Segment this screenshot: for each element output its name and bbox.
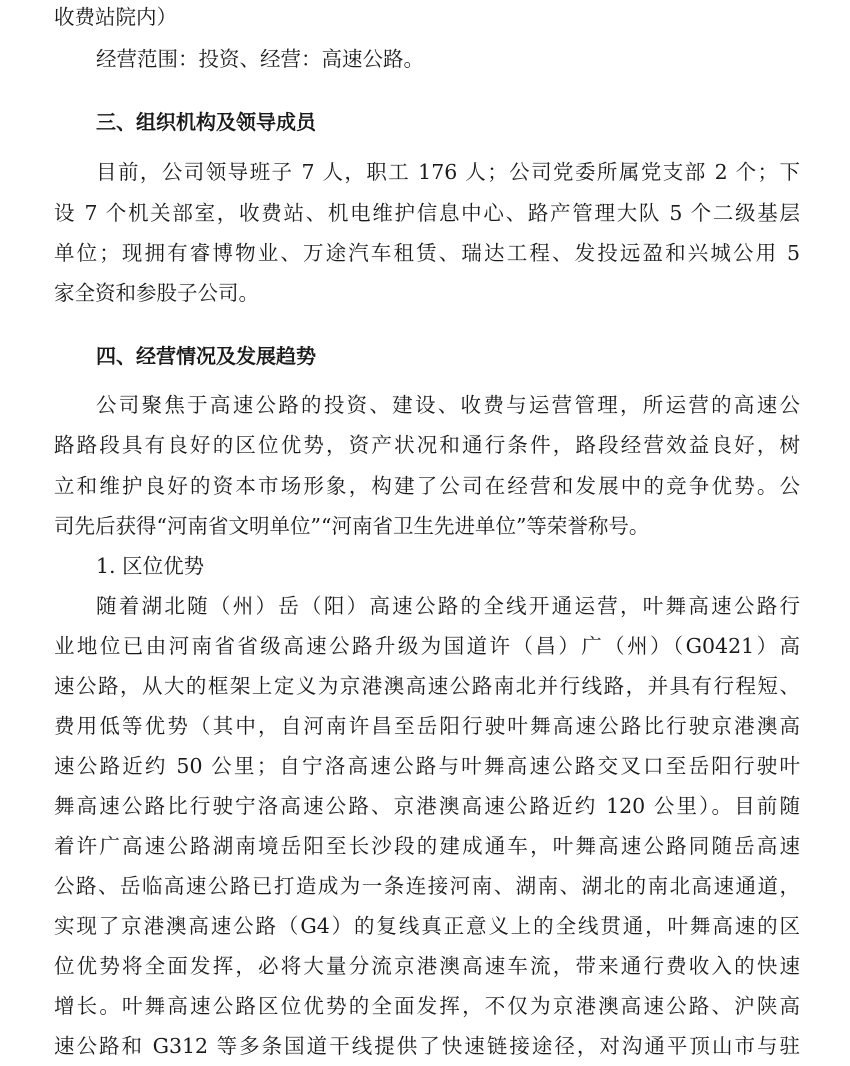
text-line: 立和维护良好的资本市场形象，构建了公司在经营和发展中的竞争优势。公: [54, 474, 800, 498]
text-line: 着许广高速公路湖南境岳阳至长沙段的建成通车，叶舞高速公路同随岳高速: [54, 834, 800, 858]
text-line: 收费站院内）: [54, 5, 177, 29]
text-line: 公司聚焦于高速公路的投资、建设、收费与运营管理，所运营的高速公: [96, 393, 800, 417]
text-line: 速公路和 G312 等多条国道干线提供了快速链接途径，对沟通平顶山市与驻: [54, 1034, 800, 1058]
section-heading-organization: 三、组织机构及领导成员: [96, 110, 316, 134]
business-scope-line: 经营范围：投资、经营：高速公路。: [96, 47, 424, 71]
text-line: 增长。叶舞高速公路区位优势的全面发挥，不仅为京港澳高速公路、沪陕高: [54, 994, 800, 1018]
text-line: 随着湖北随（州）岳（阳）高速公路的全线开通运营，叶舞高速公路行: [96, 594, 800, 618]
text-line: 目前，公司领导班子 7 人，职工 176 人；公司党委所属党支部 2 个；下: [96, 160, 800, 184]
text-line: 司先后获得“河南省文明单位”“河南省卫生先进单位”等荣誉称号。: [54, 514, 650, 538]
text-line: 实现了京港澳高速公路（G4）的复线真正意义上的全线贯通，叶舞高速的区: [54, 914, 800, 938]
text-line: 位优势将全面发挥，必将大量分流京港澳高速车流，带来通行费收入的快速: [54, 954, 800, 978]
text-line: 业地位已由河南省省级高速公路升级为国道许（昌）广（州）（G0421）高: [54, 634, 800, 658]
text-line: 设 7 个机关部室，收费站、机电维护信息中心、路产管理大队 5 个二级基层: [54, 201, 800, 225]
text-line: 家全资和参股子公司。: [54, 281, 259, 305]
text-line: 舞高速公路比行驶宁洛高速公路、京港澳高速公路近约 120 公里）。目前随: [54, 794, 800, 818]
text-line: 速公路近约 50 公里；自宁洛高速公路与叶舞高速公路交叉口至岳阳行驶叶: [54, 754, 800, 778]
section-heading-operations: 四、经营情况及发展趋势: [96, 344, 316, 368]
subsection-heading-location-advantage: 1. 区位优势: [96, 554, 205, 578]
text-line: 单位；现拥有睿博物业、万途汽车租赁、瑞达工程、发投远盈和兴城公用 5: [54, 241, 800, 265]
text-line: 速公路，从大的框架上定义为京港澳高速公路南北并行线路，并具有行程短、: [54, 674, 800, 698]
text-line: 公路、岳临高速公路已打造成为一条连接河南、湖南、湖北的南北高速通道，: [54, 874, 800, 898]
text-line: 路路段具有良好的区位优势，资产状况和通行条件，路段经营效益良好，树: [54, 433, 800, 457]
text-line: 费用低等优势（其中，自河南许昌至岳阳行驶叶舞高速公路比行驶京港澳高: [54, 714, 800, 738]
